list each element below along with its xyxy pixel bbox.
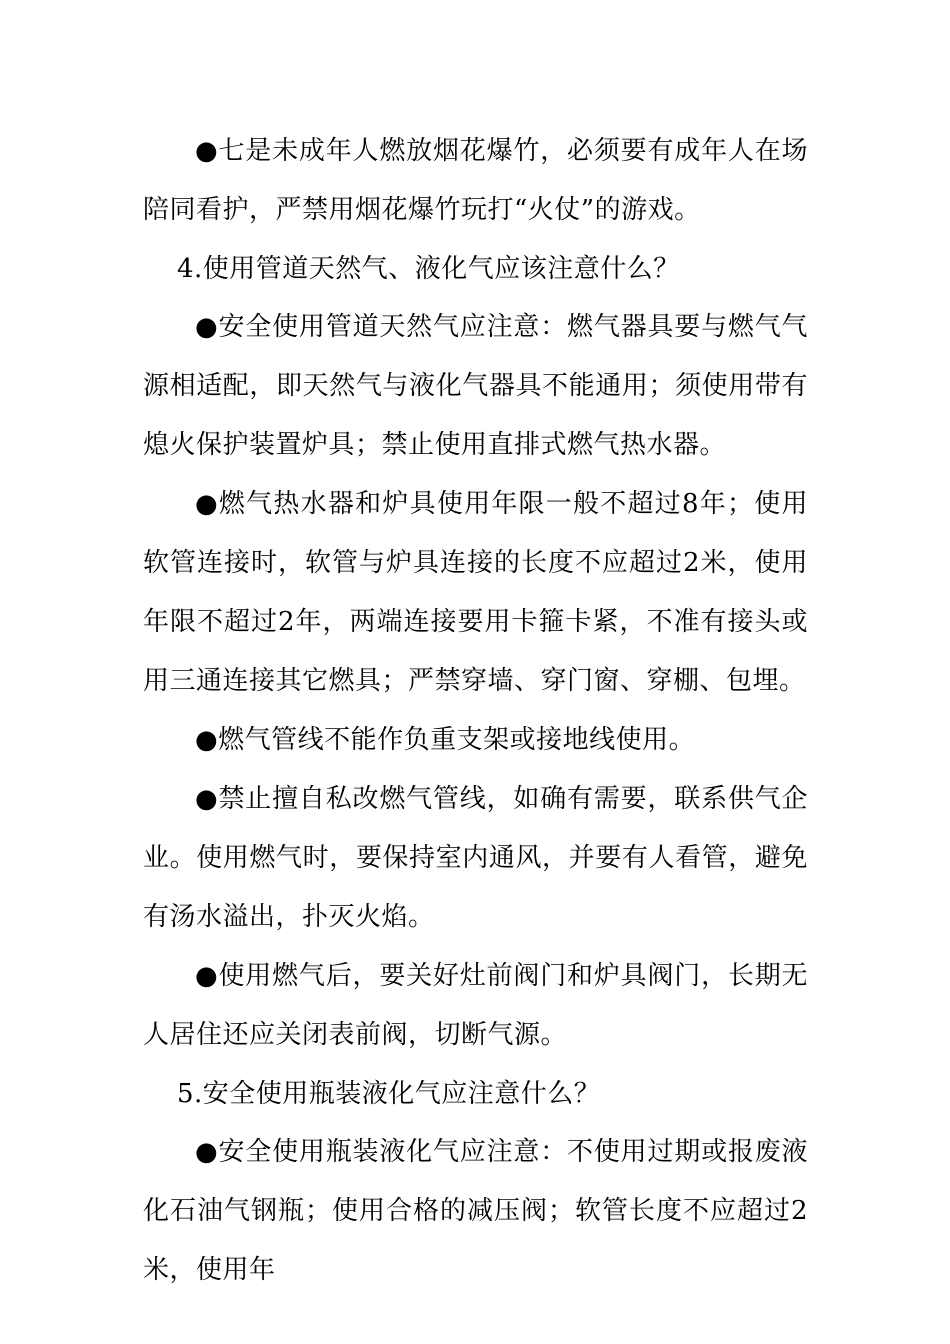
paragraph-pipeline-gas-safety: ●安全使用管道天然气应注意：燃气器具要与燃气气源相适配，即天然气与液化气器具不能通用；须使用带有熄火保护装置炉具；禁止使用直排式燃气热水器。	[143, 312, 808, 460]
document-body	[143, 122, 808, 1300]
paragraph-bottled-lpg-safety: ●安全使用瓶装液化气应注意：不使用过期或报废液化石油气钢瓶；使用合格的减压阀；软管长度不应超过2米，使用年	[143, 1137, 808, 1285]
heading-bottled-lpg: 5.安全使用瓶装液化气应注意什么？	[177, 1079, 601, 1109]
paragraph-close-valves: ●使用燃气后，要关好灶前阀门和炉具阀门，长期无人居住还应关闭表前阀，切断气源。	[143, 961, 808, 1050]
paragraph-no-private-modification: ●禁止擅自私改燃气管线，如确有需要，联系供气企业。使用燃气时，要保持室内通风，并要有人看管，避免有汤水溢出，扑灭火焰。	[143, 784, 808, 932]
paragraph-fireworks-minors: ●七是未成年人燃放烟花爆竹，必须要有成年人在场陪同看护，严禁用烟花爆竹玩打“火仗”的游戏。	[143, 136, 808, 225]
paragraph-gas-line-support: ●燃气管线不能作负重支架或接地线使用。	[195, 725, 696, 755]
heading-pipeline-gas: 4.使用管道天然气、液化气应该注意什么？	[177, 254, 680, 284]
paragraph-water-heater-hose: ●燃气热水器和炉具使用年限一般不超过8年；使用软管连接时，软管与炉具连接的长度不应超过2米，使用年限不超过2年，两端连接要用卡箍卡紧，不准有接头或用三通连接其它燃具；严禁穿墙、穿门窗、穿棚、包埋。	[143, 489, 808, 696]
